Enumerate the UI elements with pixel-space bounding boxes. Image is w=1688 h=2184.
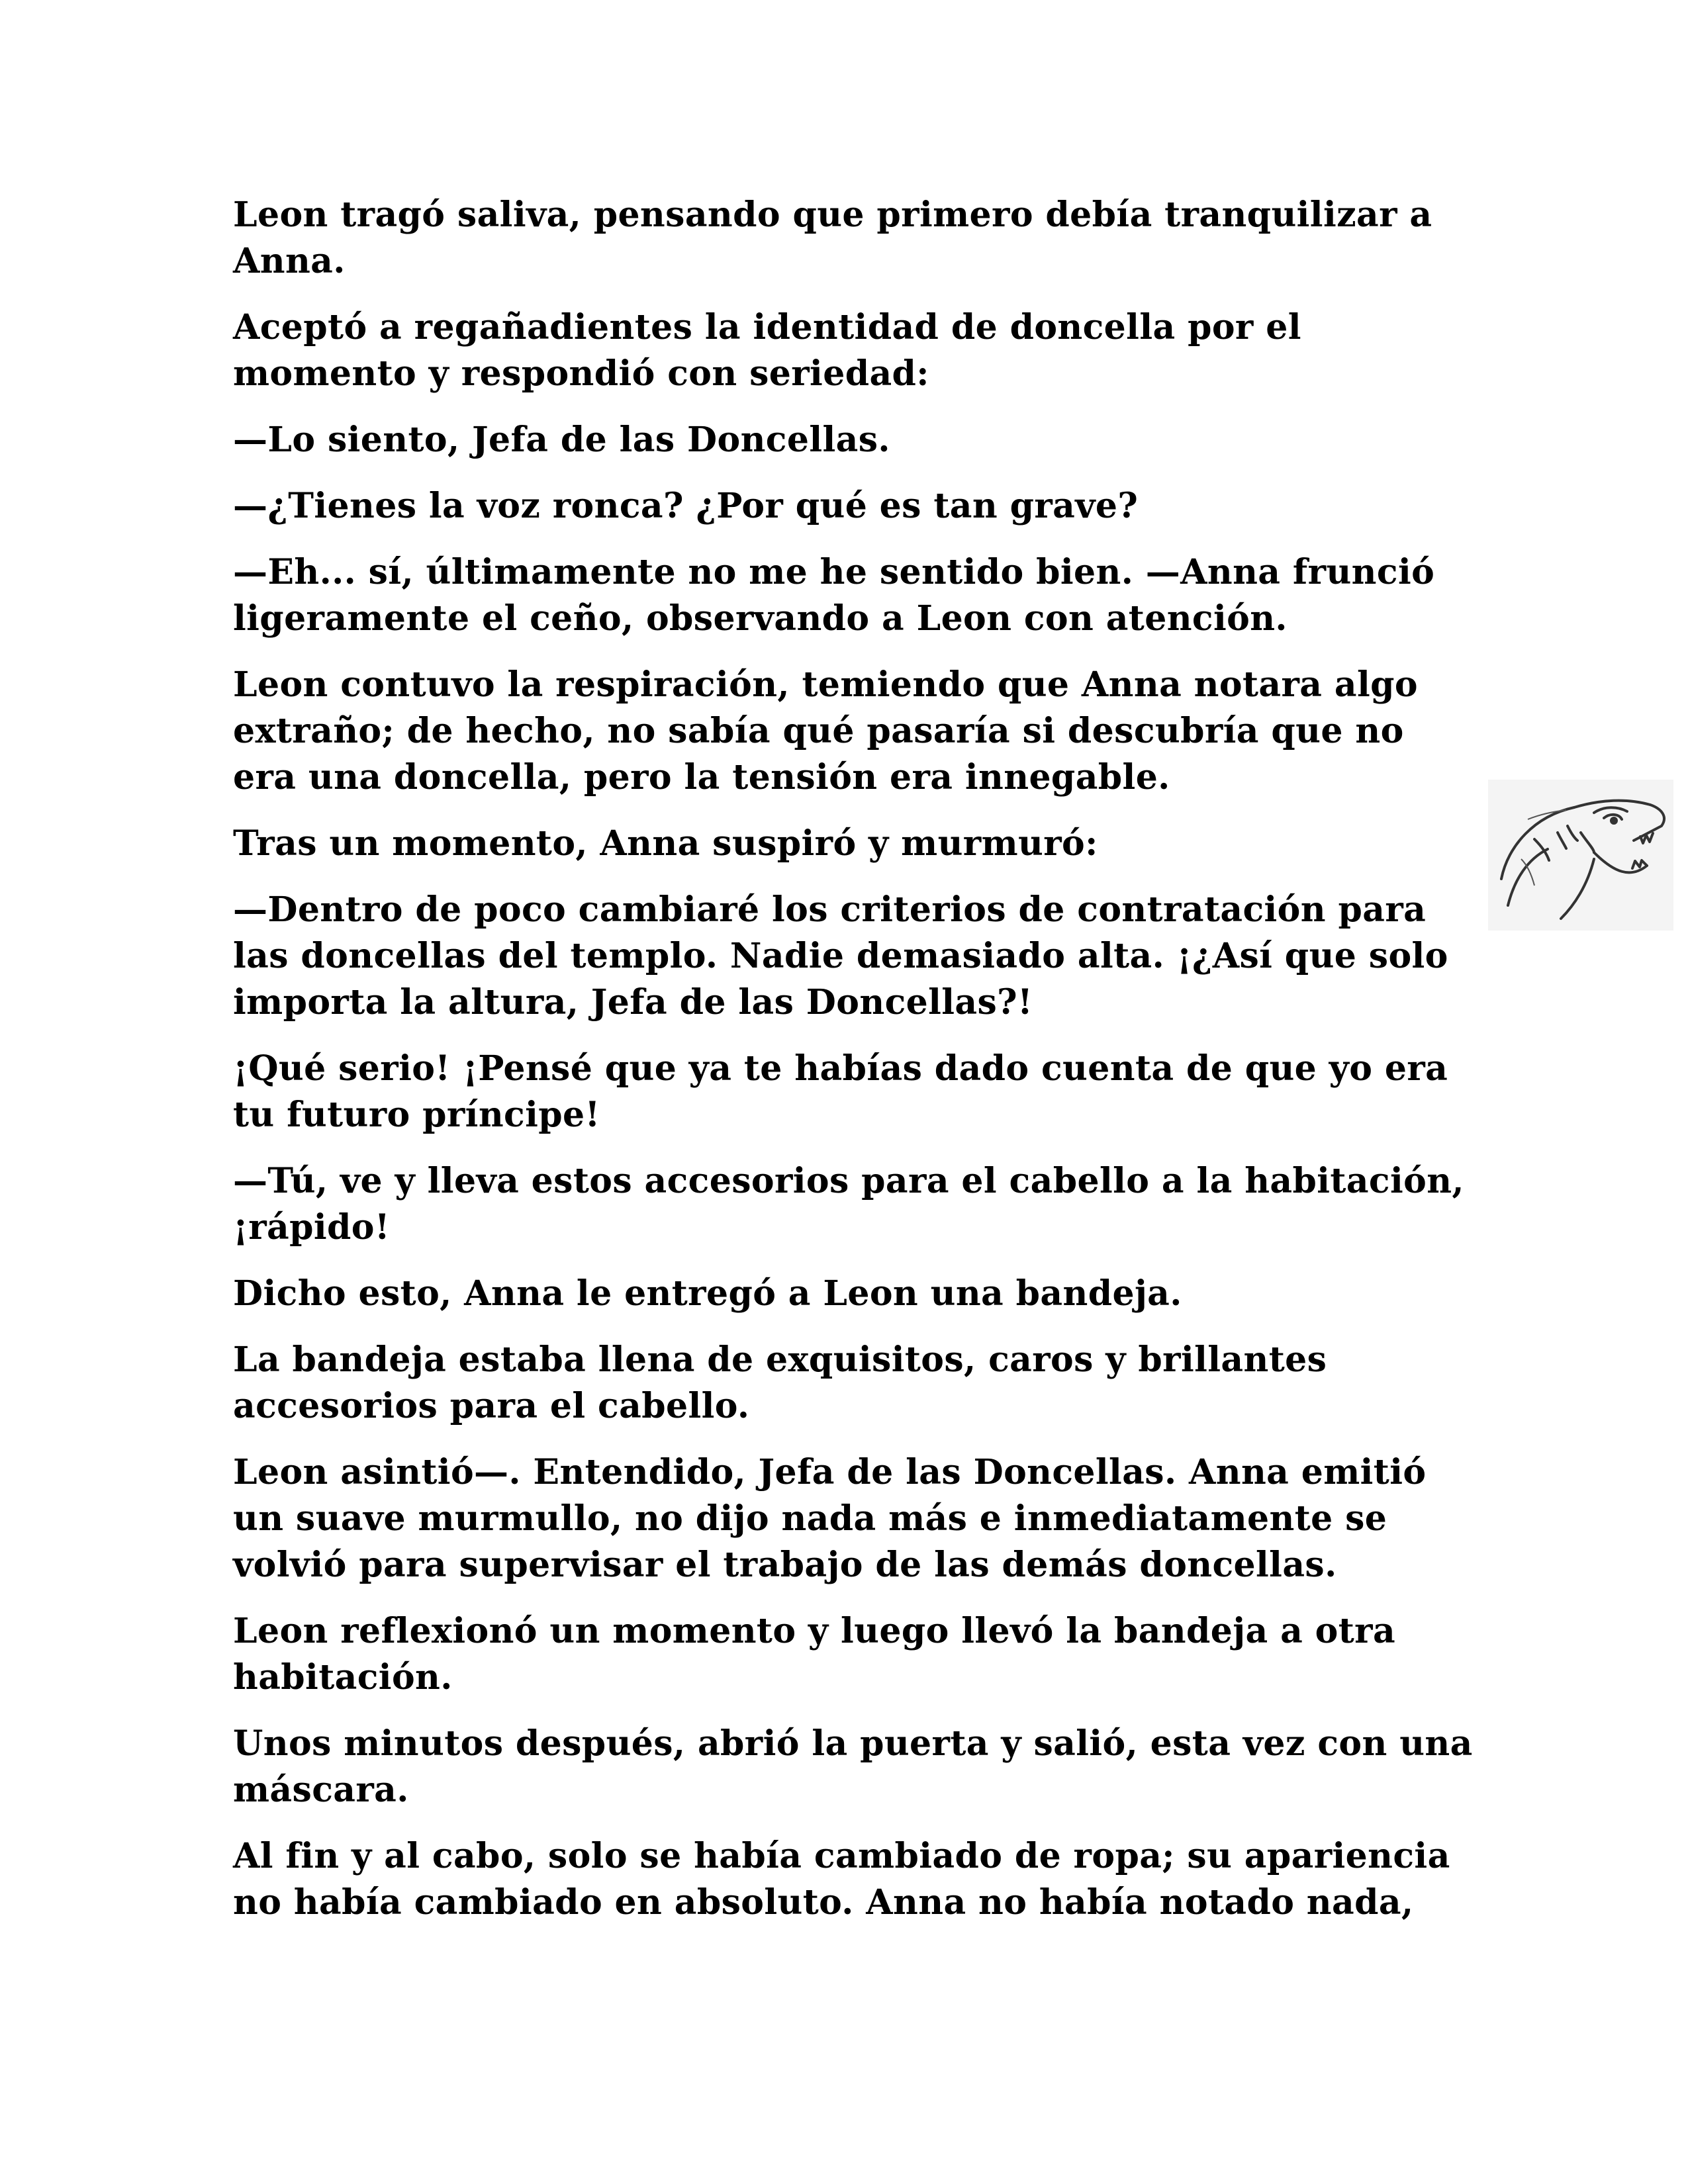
paragraph: —Eh... sí, últimamente no me he sentido bien. —Anna frunció ligeramente el ceño, observando a Leon con atención. [233, 552, 1435, 639]
paragraph: La bandeja estaba llena de exquisitos, caros y brillantes accesorios para el cabello. [233, 1340, 1327, 1426]
paragraph: Aceptó a regañadientes la identidad de doncella por el momento y respondió con seriedad: [233, 307, 1301, 394]
paragraph: —Dentro de poco cambiaré los criterios de contratación para las doncellas del templo. Nadie demasiado alta. ¡¿Así que solo importa la altura, Jefa de las Doncellas?! [233, 889, 1448, 1023]
paragraph: Unos minutos después, abrió la puerta y salió, esta vez con una máscara. [233, 1723, 1473, 1810]
paragraph: Dicho esto, Anna le entregó a Leon una bandeja. [233, 1273, 1182, 1314]
paragraph: Al fin y al cabo, solo se había cambiado de ropa; su apariencia no había cambiado en absoluto. Anna no había notado nada, [233, 1836, 1450, 1923]
paragraph: Leon asintió—. Entendido, Jefa de las Doncellas. Anna emitió un suave murmullo, no dijo nada más e inmediatamente se volvió para supervisar el trabajo de las demás doncellas. [233, 1452, 1427, 1585]
paragraph: —Tú, ve y lleva estos accesorios para el cabello a la habitación, ¡rápido! [233, 1161, 1464, 1248]
dinosaur-sketch-icon [1488, 780, 1673, 931]
paragraph: Leon reflexionó un momento y luego llevó la bandeja a otra habitación. [233, 1611, 1396, 1698]
paragraph: Leon contuvo la respiración, temiendo que Anna notara algo extraño; de hecho, no sabía qué pasaría si descubría que no era una doncella, pero la tensión era innegable. [233, 664, 1418, 797]
paragraph: —Lo siento, Jefa de las Doncellas. [233, 420, 890, 460]
body-text [233, 192, 1477, 1946]
paragraph: Leon tragó saliva, pensando que primero debía tranquilizar a Anna. [233, 195, 1432, 281]
paragraph: Tras un momento, Anna suspiró y murmuró: [233, 823, 1098, 864]
paragraph: —¿Tienes la voz ronca? ¿Por qué es tan grave? [233, 486, 1139, 526]
paragraph: ¡Qué serio! ¡Pensé que ya te habías dado cuenta de que yo era tu futuro príncipe! [233, 1048, 1448, 1135]
